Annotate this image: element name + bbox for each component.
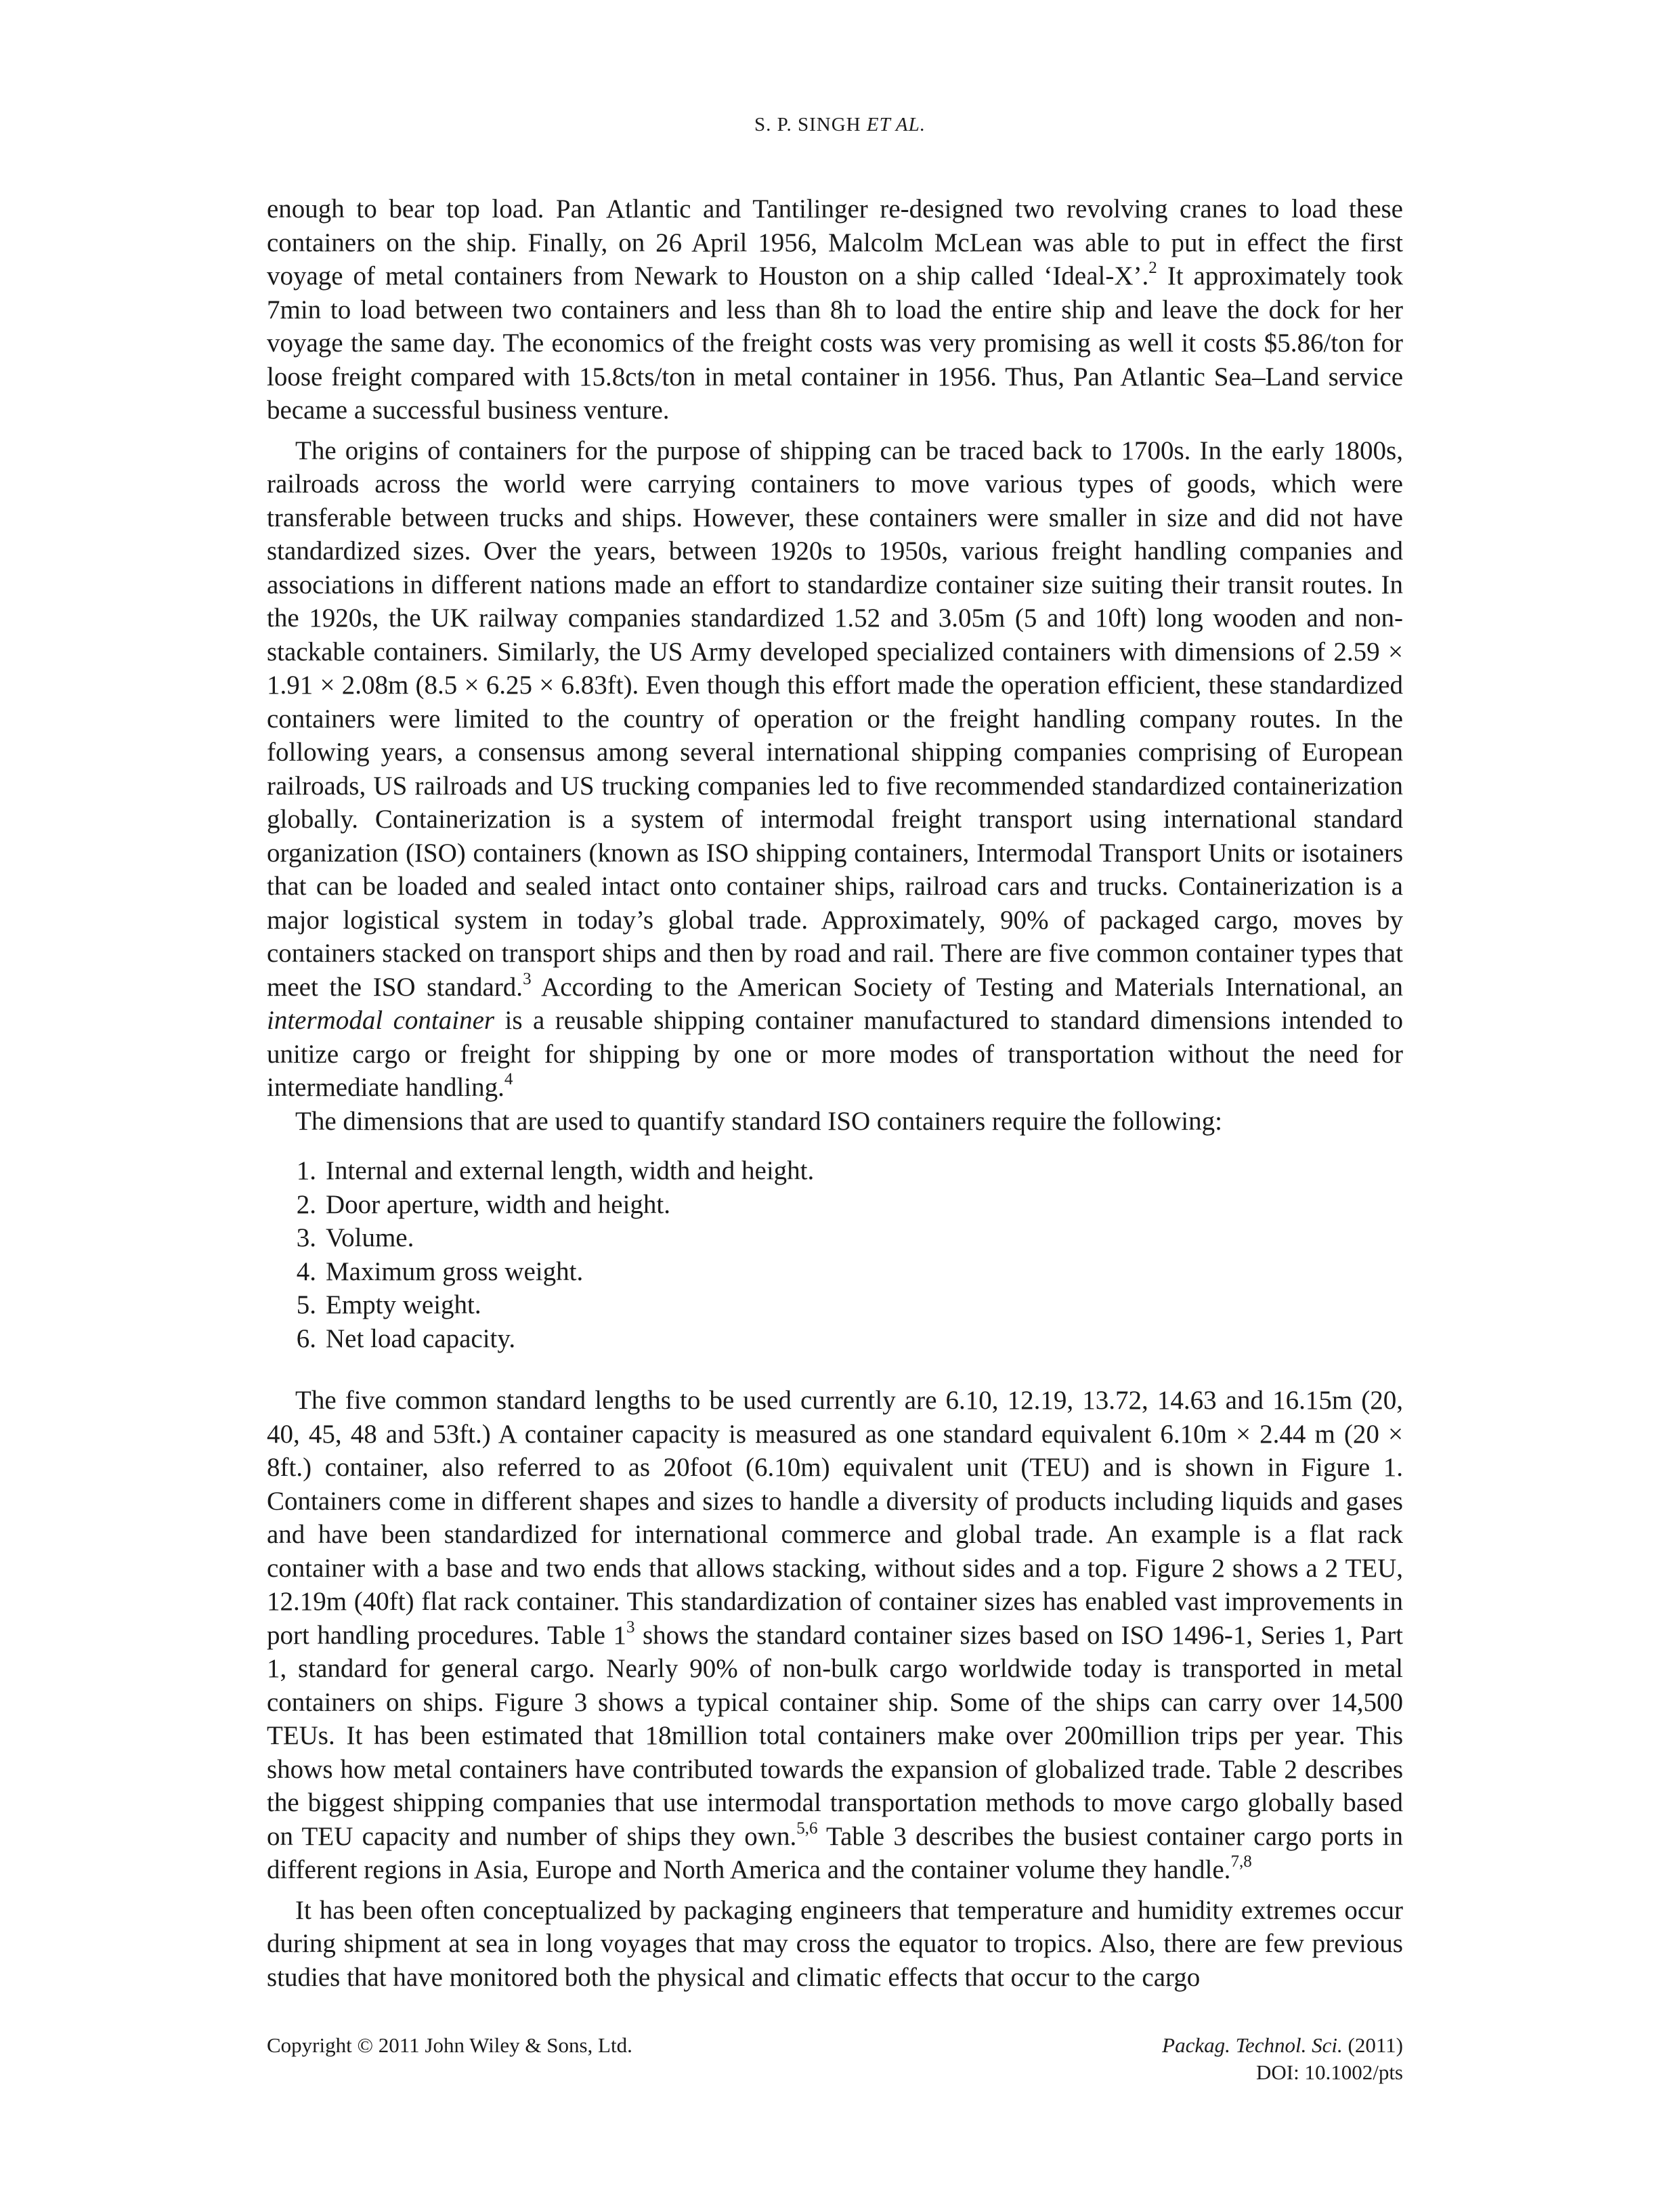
footer-copyright: Copyright © 2011 John Wiley & Sons, Ltd. — [267, 2033, 632, 2057]
italic-term: intermodal container — [267, 1006, 495, 1035]
paragraph-1-text-b: It approximately took 7min to load between two containers and less than 8h to load the entire ship and leave the dock for her voyage the same day. The economics of the freight costs was very promising as well it costs $5.86/ton for loose freight compared with 15.8cts/ton in metal container in 1956. Thus, Pan Atlantic Sea–Land service became a successful business venture. — [267, 261, 1403, 425]
paragraph-2 — [267, 434, 1403, 1105]
list-item — [267, 1288, 1403, 1322]
footer-doi: DOI: 10.1002/pts — [1256, 2060, 1403, 2084]
list-item — [267, 1188, 1403, 1222]
running-head-authors: S. P. SINGH — [754, 114, 861, 135]
paragraph-4 — [267, 1384, 1403, 1887]
list-number: 5. — [296, 1290, 316, 1319]
list-number: 6. — [296, 1323, 316, 1353]
list-item — [267, 1154, 1403, 1188]
paragraph-3: The dimensions that are used to quantify standard ISO containers require the following: — [295, 1106, 1222, 1136]
article-body — [267, 192, 1403, 1994]
citation-ref: 3 — [626, 1617, 635, 1636]
citation-ref: 2 — [1148, 259, 1157, 277]
list-text: Empty weight. — [326, 1290, 481, 1319]
list-number: 2. — [296, 1189, 316, 1219]
running-head-etal: ET AL. — [866, 114, 926, 135]
paragraph-2-text-b: According to the American Society of Testing and Materials International, an — [531, 972, 1403, 1002]
paragraph-2-text-a: The origins of containers for the purpose of shipping can be traced back to 1700s. In the early 1800s, railroads across the world were carrying containers to move various types of goods, which were transferable between trucks and ships. However, these containers were smaller in size and did not have standardized sizes. Over the years, between 1920s to 1950s, various freight handling companies and associations in different nations made an effort to standardize container size suiting their transit routes. In the 1920s, the UK railway companies standardized 1.52 and 3.05m (5 and 10ft) long wooden and non-stackable containers. Similarly, the US Army developed specialized containers with dimensions of 2.59 × 1.91 × 2.08m (8.5 × 6.25 × 6.83ft). Even though this effort made the operation efficient, these standardized containers were limited to the country of operation or the freight handling company routes. In the following years, a consensus among several international shipping companies comprising of European railroads, US railroads and US trucking companies led to five recommended standardized containerization globally. Containerization is a system of intermodal freight transport using international standard organization (ISO) containers (known as ISO shipping containers, Intermodal Transport Units or isotainers that can be loaded and sealed intact onto container ships, railroad cars and trucks. Containerization is a major logistical system in today’s global trade. Approximately, 90% of packaged cargo, moves by containers stacked on transport ships and then by road and rail. There are five common container types that meet the ISO standard. — [267, 436, 1403, 1002]
paragraph-4-text-c: Table 3 describes the busiest container cargo ports in different regions in Asia, Europe and North America and the container volume they handle. — [267, 1821, 1404, 1884]
paragraph-4-text-b: shows the standard container sizes based on ISO 1496-1, Series 1, Part 1, standard for general cargo. Nearly 90% of non-bulk cargo worldwide today is transported in metal containers on ships. Figure 3 shows a typical container ship. Some of the ships can carry over 14,500 TEUs. It has been estimated that 18million total containers make over 200million trips per year. This shows how metal containers have contributed towards the expansion of globalized trade. Table 2 describes the biggest shipping companies that use intermodal transportation methods to move cargo globally based on TEU capacity and number of ships they own. — [267, 1620, 1403, 1851]
paragraph-5: It has been often conceptualized by packaging engineers that temperature and humidity extremes occur during shipment at sea in long voyages that may cross the equator to tropics. Also, there are few previous studies that have monitored both the physical and climatic effects that occur to the cargo — [267, 1895, 1403, 1992]
list-number: 3. — [296, 1223, 316, 1252]
paragraph-4-text-a: The five common standard lengths to be used currently are 6.10, 12.19, 13.72, 14.63 and 16.15m (20, 40, 45, 48 and 53ft.) A container capacity is measured as one standard equivalent 6.10m × 2.44 m (20 × 8ft.) container, also referred to as 20foot (6.10m) equivalent unit (TEU) and is shown in Figure 1. Containers come in different shapes and sizes to handle a diversity of products including liquids and gases and have been standardized for international commerce and global trade. An example is a flat rack container with a base and two ends that allows stacking, without sides and a top. Figure 2 shows a 2 TEU, 12.19m (40ft) flat rack container. This standardization of container sizes has enabled vast improvements in port handling procedures. Table 1 — [267, 1386, 1403, 1650]
list-item — [267, 1221, 1403, 1255]
list-item — [267, 1255, 1403, 1289]
footer-year: (2011) — [1342, 2033, 1403, 2057]
list-text: Net load capacity. — [326, 1323, 516, 1353]
citation-ref: 4 — [504, 1070, 513, 1088]
list-text: Door aperture, width and height. — [326, 1189, 671, 1219]
running-head — [0, 114, 1680, 136]
paragraph-2-text-c: is a reusable shipping container manufactured to standard dimensions intended to unitize cargo or freight for shipping by one or more modes of transportation without the need for intermediate handling. — [267, 1006, 1403, 1102]
footer-citation — [1162, 2032, 1403, 2086]
list-number: 1. — [296, 1156, 316, 1185]
list-number: 4. — [296, 1256, 316, 1286]
list-text: Maximum gross weight. — [326, 1256, 584, 1286]
citation-ref: 7,8 — [1230, 1852, 1252, 1871]
citation-ref: 3 — [523, 969, 532, 988]
footer-journal: Packag. Technol. Sci. — [1162, 2033, 1343, 2057]
list-item — [267, 1322, 1403, 1356]
paragraph-1-text-a: enough to bear top load. Pan Atlantic and Tantilinger re-designed two revolving cranes to load these containers on the ship. Finally, on 26 April 1956, Malcolm McLean was able to put in effect the first voyage of metal containers from Newark to Houston on a ship called ‘Ideal-X’. — [267, 194, 1403, 291]
citation-ref: 5,6 — [796, 1819, 818, 1838]
paragraph-1 — [267, 192, 1403, 427]
list-text: Volume. — [326, 1223, 414, 1252]
dimension-list — [267, 1154, 1403, 1355]
list-text: Internal and external length, width and height. — [326, 1156, 815, 1185]
